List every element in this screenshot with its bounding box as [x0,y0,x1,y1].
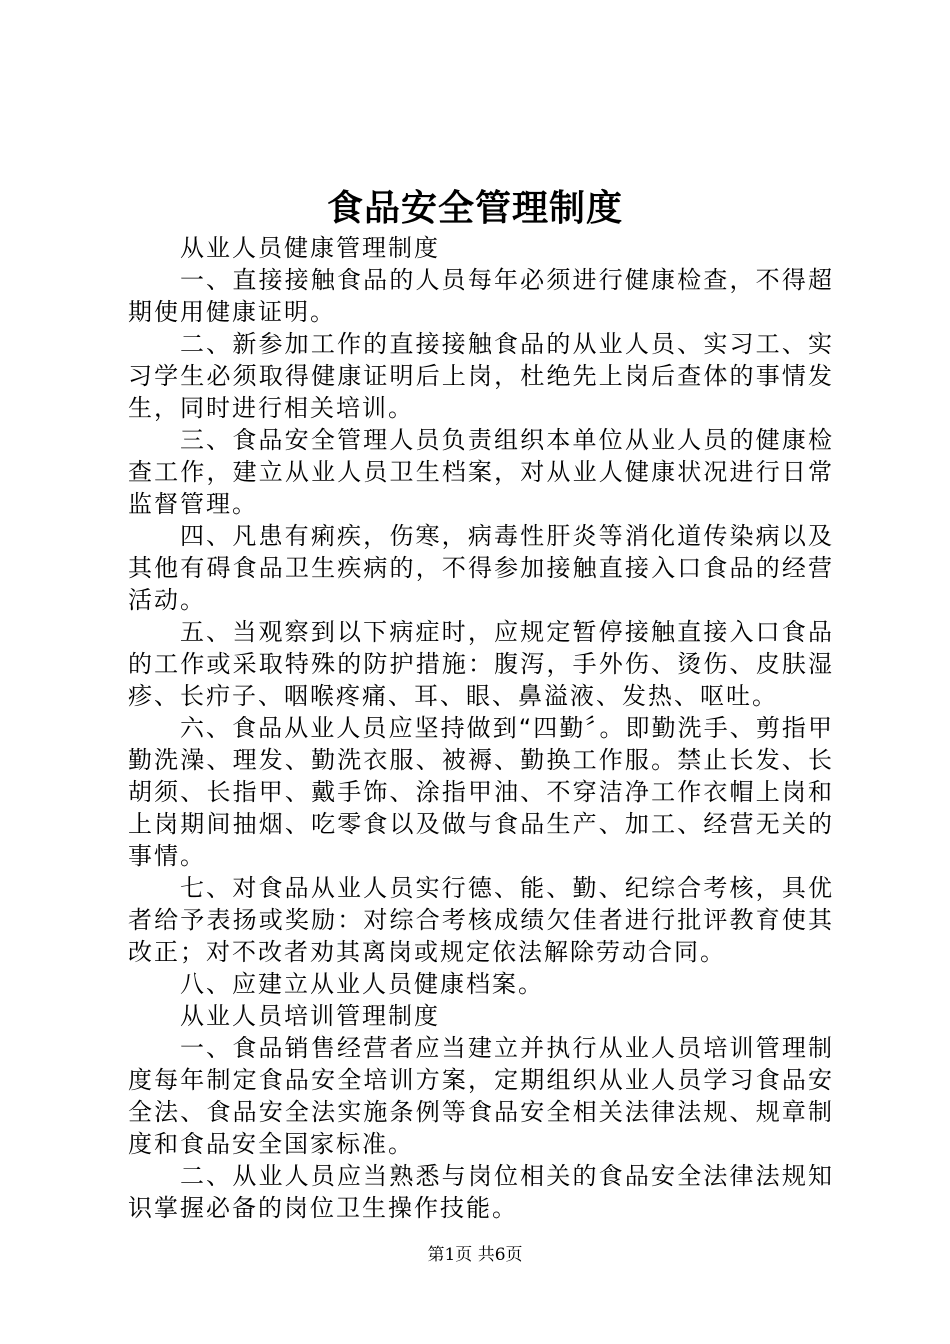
document-title: 食品安全管理制度 [326,187,623,229]
paragraph-item: 二、新参加工作的直接接触食品的从业人员、实习工、实习学生必须取得健康证明后上岗，杜绝先上岗后查体的事情发生，同时进行相关培训。 [128,330,834,422]
section-heading-training: 从业人员培训管理制度 [180,1002,440,1030]
paragraph-item: 六、食品从业人员应坚持做到“四勤〞。即勤洗手、剪指甲勤洗澡、理发、勤洗衣服、被褥、勤换工作服。禁止长发、长胡须、长指甲、戴手饰、涂指甲油、不穿洁净工作衣帽上岗和上岗期间抽烟、吃零食以及做与食品生产、加工、经营无关的事情。 [128,714,834,870]
paragraph-item: 四、凡患有痢疾，伤寒，病毒性肝炎等消化道传染病以及其他有碍食品卫生疾病的，不得参加接触直接入口食品的经营活动。 [128,522,834,614]
paragraph-item: 一、直接接触食品的人员每年必须进行健康检查，不得超期使用健康证明。 [128,266,834,326]
page-number-footer: 第1页 共6页 [427,1245,523,1265]
paragraph-item: 三、食品安全管理人员负责组织本单位从业人员的健康检查工作，建立从业人员卫生档案，对从业人健康状况进行日常监督管理。 [128,426,834,518]
paragraph-item: 八、应建立从业人员健康档案。 [180,970,544,998]
paragraph-item: 七、对食品从业人员实行德、能、勤、纪综合考核，具优者给予表扬或奖励：对综合考核成绩欠佳者进行批评教育使其改正；对不改者劝其离岗或规定依法解除劳动合同。 [128,874,834,966]
paragraph-item: 一、食品销售经营者应当建立并执行从业人员培训管理制度每年制定食品安全培训方案，定期组织从业人员学习食品安全法、食品安全法实施条例等食品安全相关法律法规、规章制度和食品安全国家标准。 [128,1034,834,1158]
section-heading-health: 从业人员健康管理制度 [180,234,440,262]
paragraph-item: 五、当观察到以下病症时，应规定暂停接触直接入口食品的工作或采取特殊的防护措施：腹泻，手外伤、烫伤、皮肤湿疹、长疖子、咽喉疼痛、耳、眼、鼻溢液、发热、呕吐。 [128,618,834,710]
paragraph-item: 二、从业人员应当熟悉与岗位相关的食品安全法律法规知识掌握必备的岗位卫生操作技能。 [128,1162,834,1222]
document-body [128,232,834,1224]
